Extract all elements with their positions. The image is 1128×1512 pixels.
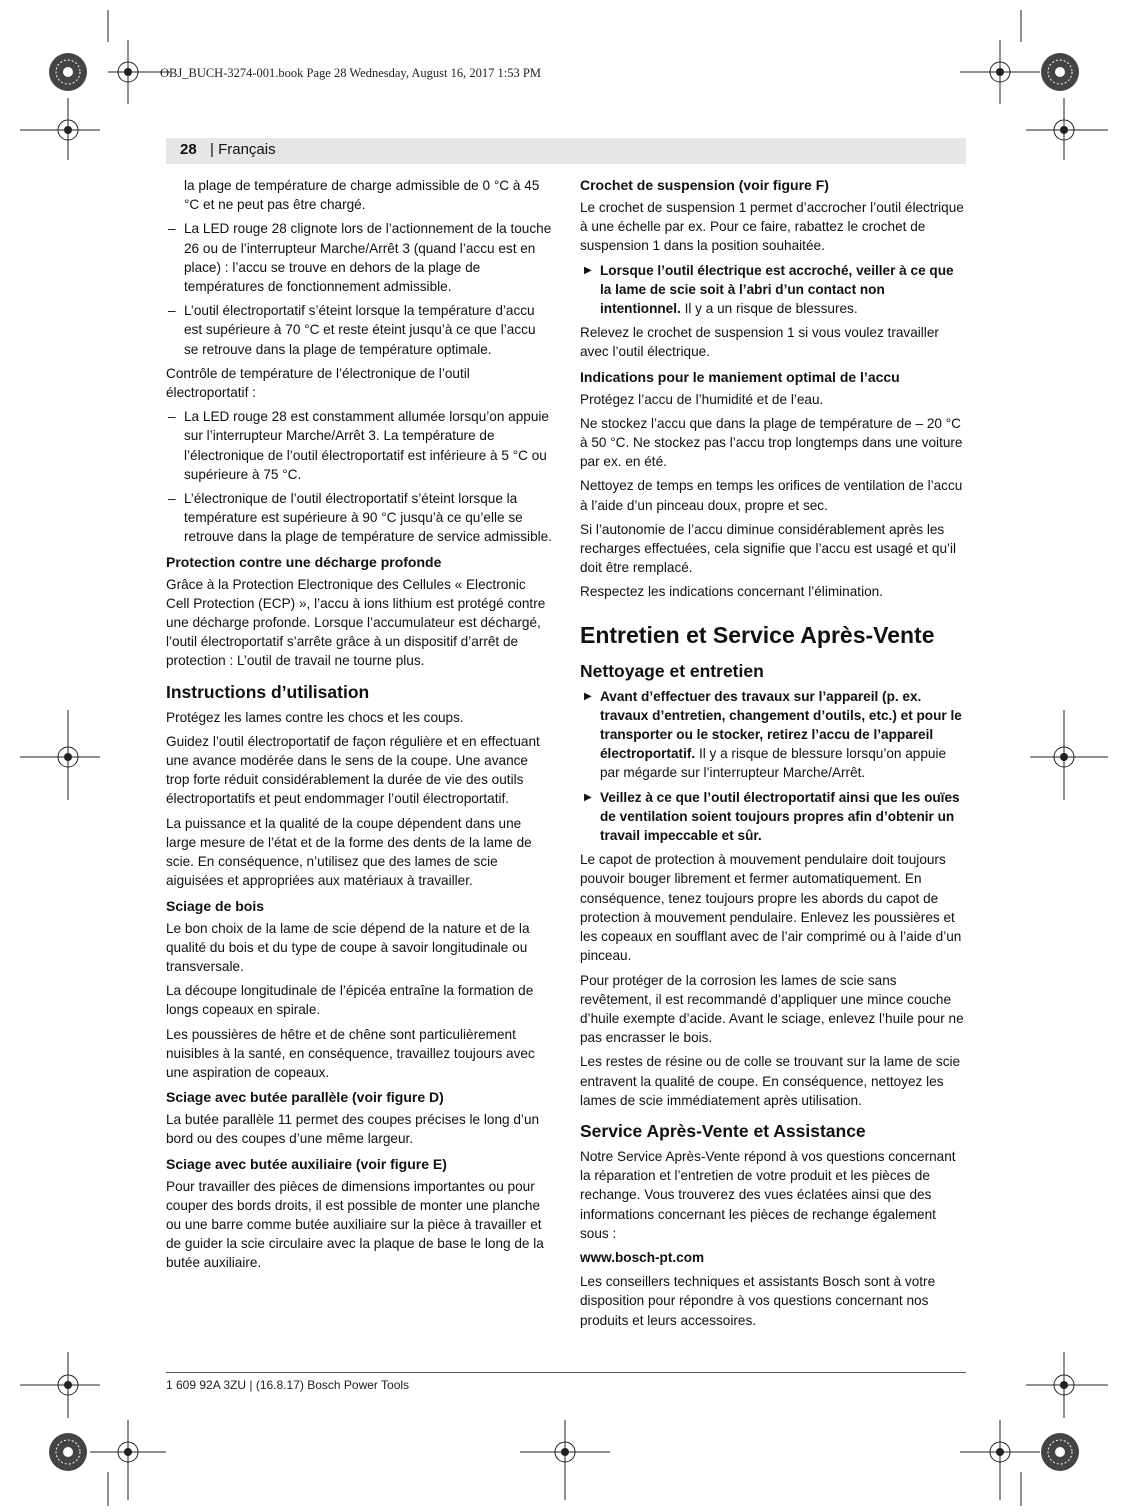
paragraph: Les restes de résine ou de colle se trouvant sur la lame de scie entravent la qualité de coupe. En conséquence, nettoyez les lames de scie immédiatement après utilisation.	[580, 1054, 961, 1108]
warning-item	[580, 687, 968, 783]
paragraph: Grâce à la Protection Electronique des Cellules « Electronic Cell Protection (ECP) », l’accu à ions lithium est protégé contre une décharge profonde. Lorsque l’accumulateur est déchargé, l’outil électroportatif s’arrête grâce à un dispositif d’arrêt de protection : L’outil de travail ne tourne plus.	[166, 576, 546, 669]
footer-divider	[166, 1372, 966, 1373]
section-heading: Protection contre une décharge profonde	[166, 553, 442, 570]
paragraph: La puissance et la qualité de la coupe dépendent dans une large mesure de l’état et de la forme des dents de la lame de scie. En conséquence, n’utilisez que des lames de scie aiguisées et appropriées aux matériaux à travailler.	[166, 815, 532, 889]
page-number: 28	[180, 141, 197, 158]
warning-item	[580, 788, 968, 846]
paragraph: Le crochet de suspension 1 permet d’accrocher l’outil électrique à une échelle par ex. Pour ce faire, rabattez le crochet de suspension 1 dans la position souhaitée.	[580, 200, 964, 254]
website-link[interactable]: www.bosch-pt.com	[580, 1249, 705, 1265]
warning-bold: Avant d’effectuer des travaux sur l’appareil (p. ex. travaux d’entretien, changement d’outils, etc.) et pour le transporter ou le stocker, retirez l’accu de l’appareil électroportatif.	[600, 688, 962, 762]
paragraph: Les conseillers techniques et assistants Bosch sont à votre disposition pour répondre à vos questions concernant nos produits et leurs accessoires.	[580, 1274, 936, 1328]
section-heading: Sciage de bois	[166, 897, 265, 914]
paragraph: Le bon choix de la lame de scie dépend de la nature et de la qualité du bois et du type de coupe à savoir longitudinale ou transversale.	[166, 920, 530, 974]
print-slug: OBJ_BUCH-3274-001.book Page 28 Wednesday, August 16, 2017 1:53 PM	[160, 66, 541, 80]
paragraph: Protégez les lames contre les chocs et les coups.	[166, 709, 464, 725]
paragraph: Pour protéger de la corrosion les lames de scie sans revêtement, il est recommandé d’appliquer une mince couche d’huile exempte d’acide. Avant le sciage, enlevez l’huile pour ne pas encrasser le bois.	[580, 972, 964, 1046]
section-heading: Sciage avec butée parallèle (voir figure D)	[166, 1089, 444, 1106]
section-heading: Service Après-Vente et Assistance	[580, 1120, 866, 1141]
paragraph: Contrôle de température de l’électronique de l’outil électroportatif :	[166, 365, 470, 401]
page-footer: 1 609 92A 3ZU | (16.8.17) Bosch Power Tools	[166, 1378, 410, 1392]
warning-text: Il y a un risque de blessures.	[680, 301, 858, 317]
language-label: | Français	[210, 141, 276, 158]
paragraph: Le capot de protection à mouvement pendulaire doit toujours pouvoir bouger librement et fermer automatiquement. En conséquence, tenez toujours propre les abords du capot de protection à mouvement pendulaire. Enlevez les poussières et les copeaux en soufflant avec de l’air comprimé ou à l’aide d’un pinceau.	[580, 852, 962, 964]
paragraph: La butée parallèle 11 permet des coupes précises le long d’un bord ou des coupes d’une même largeur.	[166, 1112, 540, 1147]
left-column	[166, 176, 552, 1278]
paragraph: Les poussières de hêtre et de chêne sont particulièrement nuisibles à la santé, en conséquence, travaillez toujours avec une aspiration de copeaux.	[166, 1026, 535, 1080]
section-heading: Indications pour le maniement optimal de l’accu	[580, 368, 900, 385]
section-heading: Crochet de suspension (voir figure F)	[580, 177, 829, 193]
paragraph: Si l’autonomie de l’accu diminue considérablement après les recharges effectuées, cela signifie que l’accu est usagé et qu’il doit être remplacé.	[580, 521, 957, 576]
dash-item: – L’outil électroportatif s’éteint lorsque la température d’accu est supérieure à 70 °C et reste éteint jusqu’à ce que l’accu se retrouve dans la plage de température optimale.	[166, 301, 552, 359]
paragraph: Protégez l’accu de l’humidité et de l’eau.	[580, 391, 824, 407]
paragraph: Ne stockez l’accu que dans la plage de température de – 20 °C à 50 °C. Ne stockez pas l’accu trop longtemps dans une voiture par ex. en été.	[580, 415, 963, 470]
paragraph: Notre Service Après-Vente répond à vos questions concernant la réparation et l’entretien de votre produit et les pièces de rechange. Vous trouverez des vues éclatées ainsi que des informations concernant les pièces de rechange également sous :	[580, 1148, 956, 1241]
paragraph: Nettoyez de temps en temps les orifices de ventilation de l’accu à l’aide d’un pinceau doux, propre et sec.	[580, 478, 963, 513]
section-heading: Nettoyage et entretien	[580, 660, 764, 681]
paragraph: Respectez les indications concernant l’élimination.	[580, 584, 883, 600]
page-header	[166, 138, 966, 164]
paragraph: Relevez le crochet de suspension 1 si vous voulez travailler avec l’outil électrique.	[580, 325, 939, 360]
paragraph: Pour travailler des pièces de dimensions importantes ou pour couper des bords droits, il est possible de monter une planche ou une barre comme butée auxiliaire sur la pièce à travailler et de guider la scie circulaire avec la plaque de base le long de la butée auxiliaire.	[166, 1178, 544, 1271]
chapter-heading: Entretien et Service Après-Vente	[580, 621, 935, 648]
warning-item	[580, 261, 968, 319]
warning-text: Il y a risque de blessure lorsqu’on appuie par mégarde sur l’interrupteur Marche/Arrêt.	[600, 746, 947, 781]
warning-bold: Veillez à ce que l’outil électroportatif ainsi que les ouïes de ventilation soient toujours propres afin d’obtenir un travail impeccable et sûr.	[600, 789, 960, 844]
paragraph: Guidez l’outil électroportatif de façon régulière et en effectuant une avance modérée dans le sens de la coupe. Une avance trop forte réduit considérablement la durée de vie des outils électroportatifs et peut endommager l’outil électroportatif.	[166, 733, 540, 807]
paragraph: la plage de température de charge admissible de 0 °C à 45 °C et ne peut pas être chargé.	[184, 178, 540, 213]
section-heading: Instructions d’utilisation	[166, 681, 370, 702]
section-heading: Sciage avec butée auxiliaire (voir figure E)	[166, 1155, 447, 1172]
right-column	[580, 176, 968, 1335]
dash-item: – L’électronique de l’outil électroportatif s’éteint lorsque la température est supérieure à 90 °C jusqu’à ce qu’elle se retrouve dans la plage de température de service admissible.	[166, 489, 552, 547]
paragraph: La découpe longitudinale de l’épicéa entraîne la formation de longs copeaux en spirale.	[166, 983, 534, 1018]
warning-bold: Lorsque l’outil électrique est accroché, veiller à ce que la lame de scie soit à l’abri d’un contact non intentionnel.	[600, 262, 954, 317]
dash-item: – La LED rouge 28 est constamment allumée lorsqu’on appuie sur l’interrupteur Marche/Arrêt 3. La température de l’électronique de l’outil électroportatif est inférieure à 5 °C ou supérieure à 75 °C.	[166, 407, 552, 484]
dash-item: – La LED rouge 28 clignote lors de l’actionnement de la touche 26 ou de l’interrupteur Marche/Arrêt 3 (quand l’accu est en place) : l’accu se trouve en dehors de la plage de températures de fonctionnement admissible.	[166, 219, 552, 296]
